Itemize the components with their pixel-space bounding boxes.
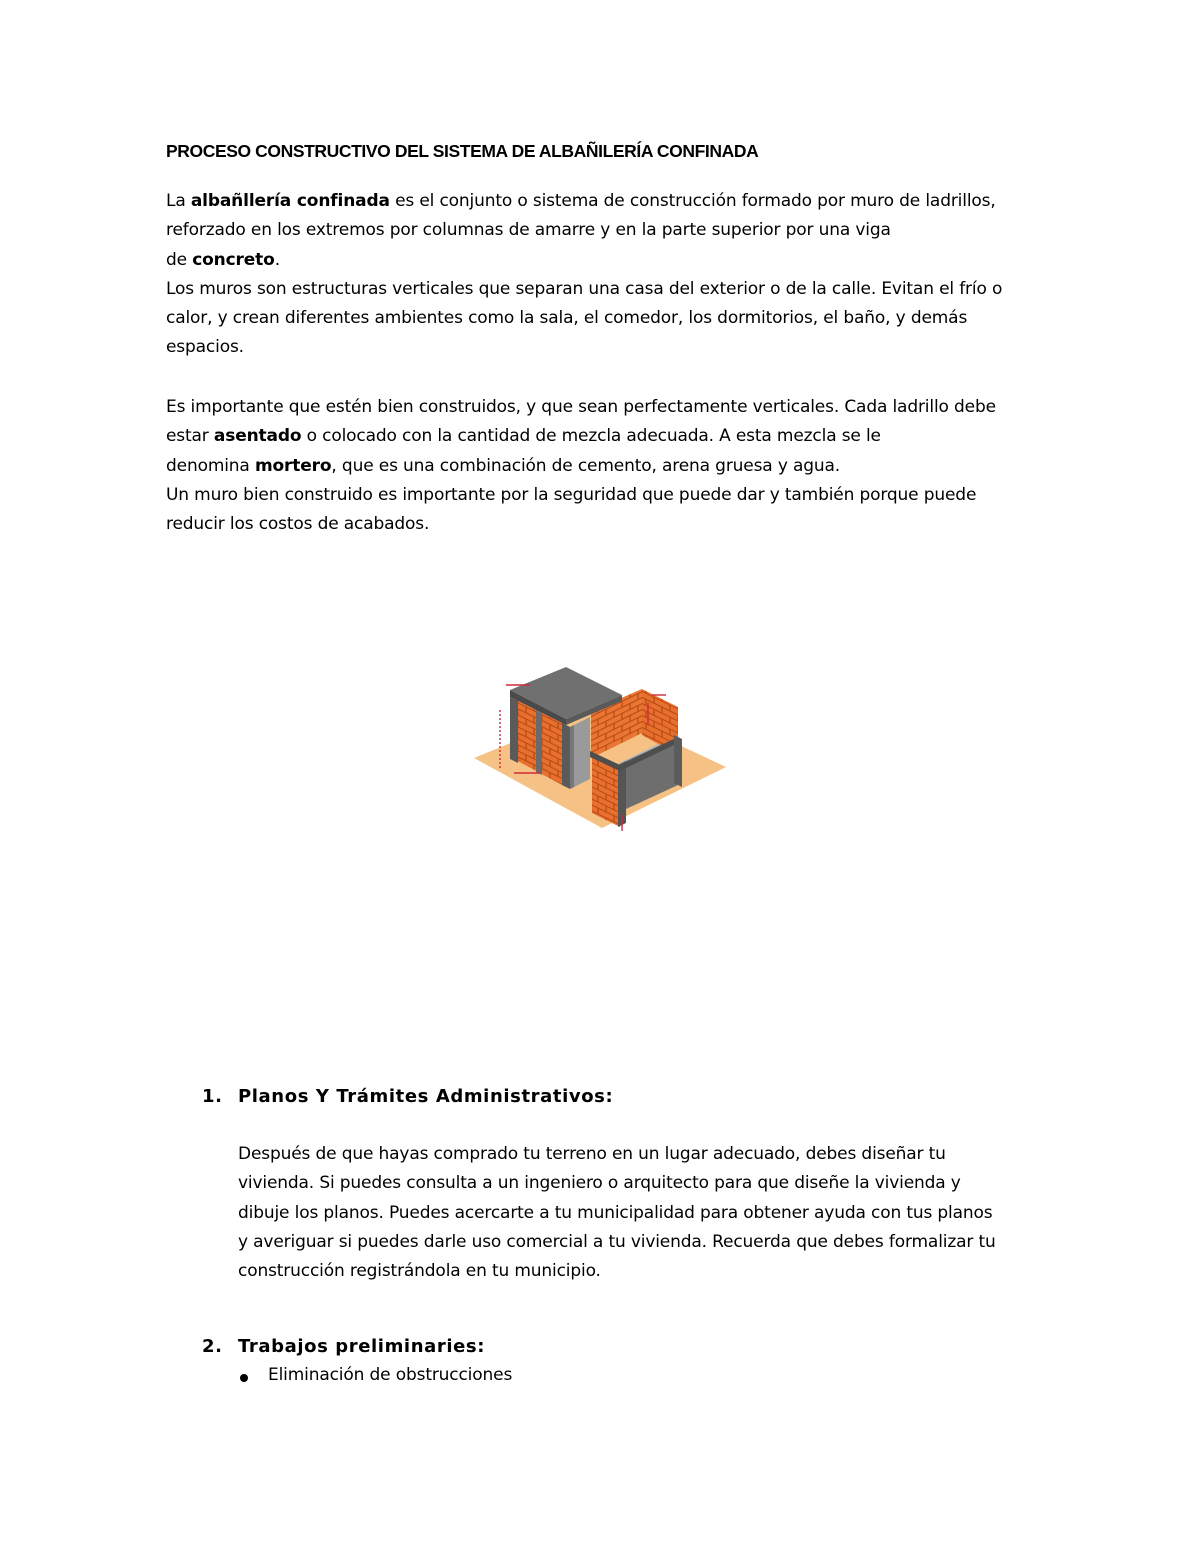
document-title: PROCESO CONSTRUCTIVO DEL SISTEMA DE ALBAÑILERÍA CONFINADA <box>166 141 759 161</box>
section-1-line-1: Después de que hayas comprado tu terreno en un lugar adecuado, debes diseñar tu <box>238 1144 946 1164</box>
section-1-line-3: dibuje los planos. Puedes acercarte a tu municipalidad para obtener ayuda con tus planos <box>238 1202 993 1223</box>
section-1-number: 1. <box>202 1086 223 1107</box>
column-corner-front <box>562 723 570 789</box>
intro-line-3: de concreto. <box>166 249 280 270</box>
term-asentado: asentado <box>213 426 302 447</box>
section-1-line-4: y averiguar si puedes darle uso comercial a tu vivienda. Recuerda que debes formalizar tu <box>238 1231 996 1252</box>
door-jamb <box>570 725 574 789</box>
intro-line-6: espacios. <box>166 337 244 358</box>
bullet-text: Eliminación de obstrucciones <box>268 1365 513 1385</box>
intro-line-2: reforzado en los extremos por columnas de amarre y en la parte superior por una viga <box>166 220 891 241</box>
term-albanileria-confinada: albañllería confinada <box>190 191 390 211</box>
bullet-icon <box>240 1374 248 1382</box>
term-concreto: concreto <box>192 249 275 270</box>
confined-masonry-house-illustration <box>470 655 732 840</box>
column-corner-left <box>510 697 518 763</box>
section-1-paragraph <box>238 1140 1058 1286</box>
importance-paragraph <box>166 393 1046 539</box>
section-1-line-2: vivienda. Si puedes consulta a un ingeniero o arquitecto para que diseñe la vivienda y <box>238 1173 961 1194</box>
importance-line-4: Un muro bien construido es importante por la seguridad que puede dar y también porque puede <box>166 484 977 505</box>
column-far-right <box>674 735 682 787</box>
importance-line-2: estar asentado o colocado con la cantidad de mezcla adecuada. A esta mezcla se le <box>166 426 881 447</box>
section-2-heading <box>202 1336 802 1362</box>
intro-line-1: La albañllería confinada es el conjunto o sistema de construcción formado por muro de ladrillos, <box>166 191 996 211</box>
section-2-title: Trabajos preliminaries: <box>238 1336 486 1357</box>
section-1-title: Planos Y Trámites Administrativos: <box>238 1086 614 1107</box>
importance-line-1: Es importante que estén bien construidos, y que sean perfectamente verticales. Cada ladrillo debe <box>166 397 996 417</box>
intro-paragraph <box>166 187 1046 363</box>
intro-line-5: calor, y crean diferentes ambientes como la sala, el comedor, los dormitorios, el baño, y demás <box>166 308 968 329</box>
term-mortero: mortero <box>254 455 332 476</box>
importance-line-3: denomina mortero, que es una combinación de cemento, arena gruesa y agua. <box>166 455 841 476</box>
importance-line-5: reducir los costos de acabados. <box>166 514 430 535</box>
section-2-number: 2. <box>202 1336 223 1357</box>
section-1-heading <box>202 1086 802 1112</box>
column-mid-left <box>536 710 542 775</box>
section-1-line-5: construcción registrándola en tu municipio. <box>238 1261 601 1282</box>
intro-line-4: Los muros son estructuras verticales que separan una casa del exterior o de la calle. Evitan el frío o <box>166 278 1003 299</box>
